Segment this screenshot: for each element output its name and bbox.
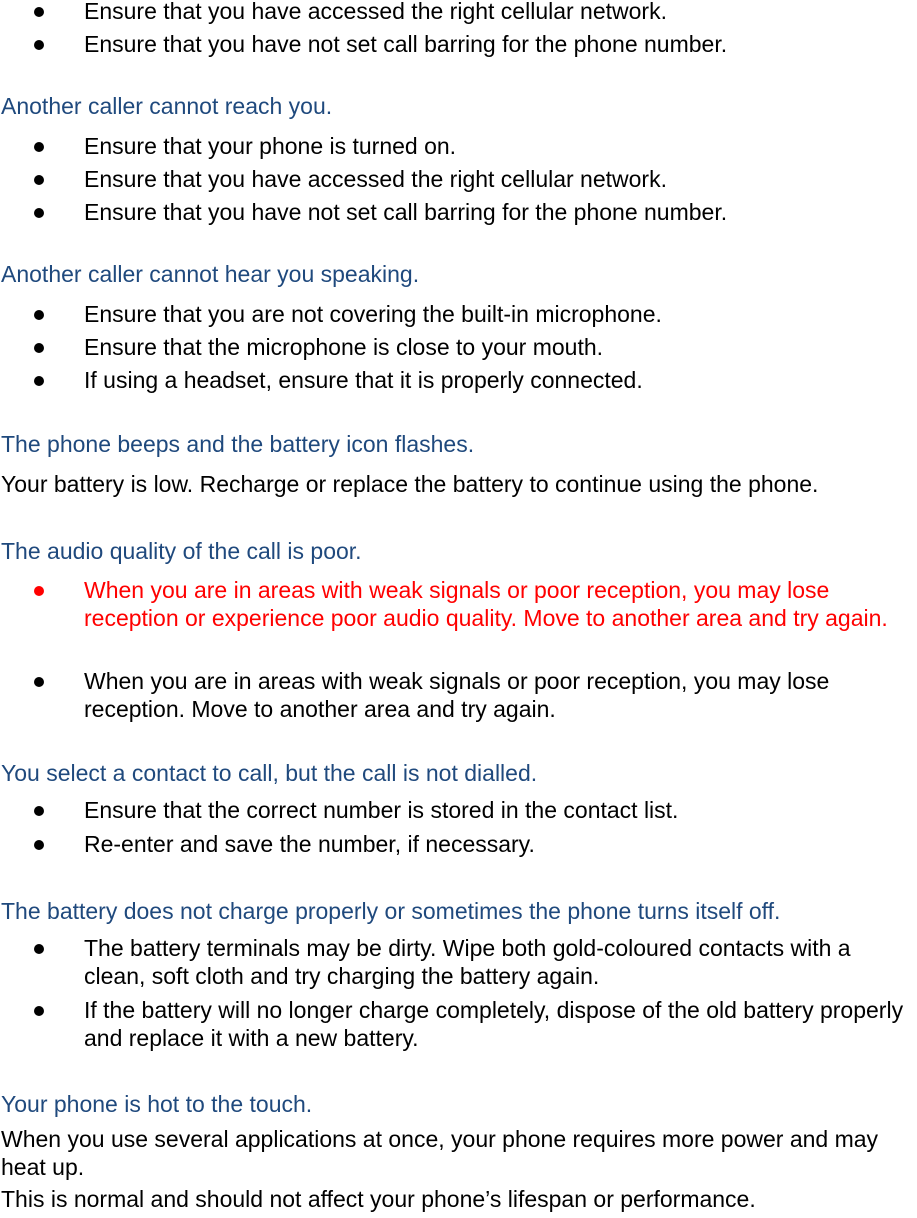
list-item-text: When you are in areas with weak signals or poor reception, you may lose reception. Move to another area and try again. [84,668,830,722]
list-item-text: Ensure that you are not covering the built-in microphone. [84,301,662,327]
list-item-text: When you are in areas with weak signals or poor reception, you may lose reception or experience poor audio quality. Move to another area and try again. [84,577,888,631]
list-item-text: Ensure that you have accessed the right cellular network. [84,166,667,192]
bullet-icon [34,40,44,50]
list-item-text: Ensure that the microphone is close to your mouth. [84,334,604,360]
list-item-text: Ensure that you have not set call barring for the phone number. [84,199,728,225]
bullet-icon [34,376,44,386]
section-heading: The battery does not charge properly or sometimes the phone turns itself off. [1,898,781,924]
section-heading: Your phone is hot to the touch. [1,1091,313,1117]
list-item-text: Re-enter and save the number, if necessary. [84,831,535,857]
paragraph: Your battery is low. Recharge or replace the battery to continue using the phone. [1,471,819,497]
bullet-icon [34,806,44,816]
bullet-icon [34,586,44,596]
bullet-icon [34,175,44,185]
bullet-icon [34,310,44,320]
paragraph: When you use several applications at once, your phone requires more power and may heat up. [1,1126,879,1180]
list-item-text: If the battery will no longer charge completely, dispose of the old battery properly and replace it with a new battery. [84,997,904,1051]
bullet-icon [34,677,44,687]
list-item-text: Ensure that your phone is turned on. [84,133,457,159]
list-item-text: Ensure that the correct number is stored in the contact list. [84,797,679,823]
bullet-icon [34,7,44,17]
bullet-icon [34,944,44,954]
section-heading: Another caller cannot reach you. [1,93,333,119]
paragraph: This is normal and should not affect your phone’s lifespan or performance. [1,1186,756,1212]
section-heading: The phone beeps and the battery icon flashes. [1,431,475,457]
list-item-text: Ensure that you have accessed the right cellular network. [84,0,667,24]
section-heading: You select a contact to call, but the call is not dialled. [1,760,538,786]
bullet-icon [34,1006,44,1016]
list-item-text: Ensure that you have not set call barring for the phone number. [84,31,728,57]
list-item-text: The battery terminals may be dirty. Wipe both gold-coloured contacts with a clean, soft cloth and try charging the battery again. [84,935,851,989]
section-heading: Another caller cannot hear you speaking. [1,261,420,287]
bullet-icon [34,840,44,850]
bullet-icon [34,343,44,353]
list-item-text: If using a headset, ensure that it is properly connected. [84,367,643,393]
section-heading: The audio quality of the call is poor. [1,538,362,564]
bullet-icon [34,142,44,152]
bullet-icon [34,208,44,218]
